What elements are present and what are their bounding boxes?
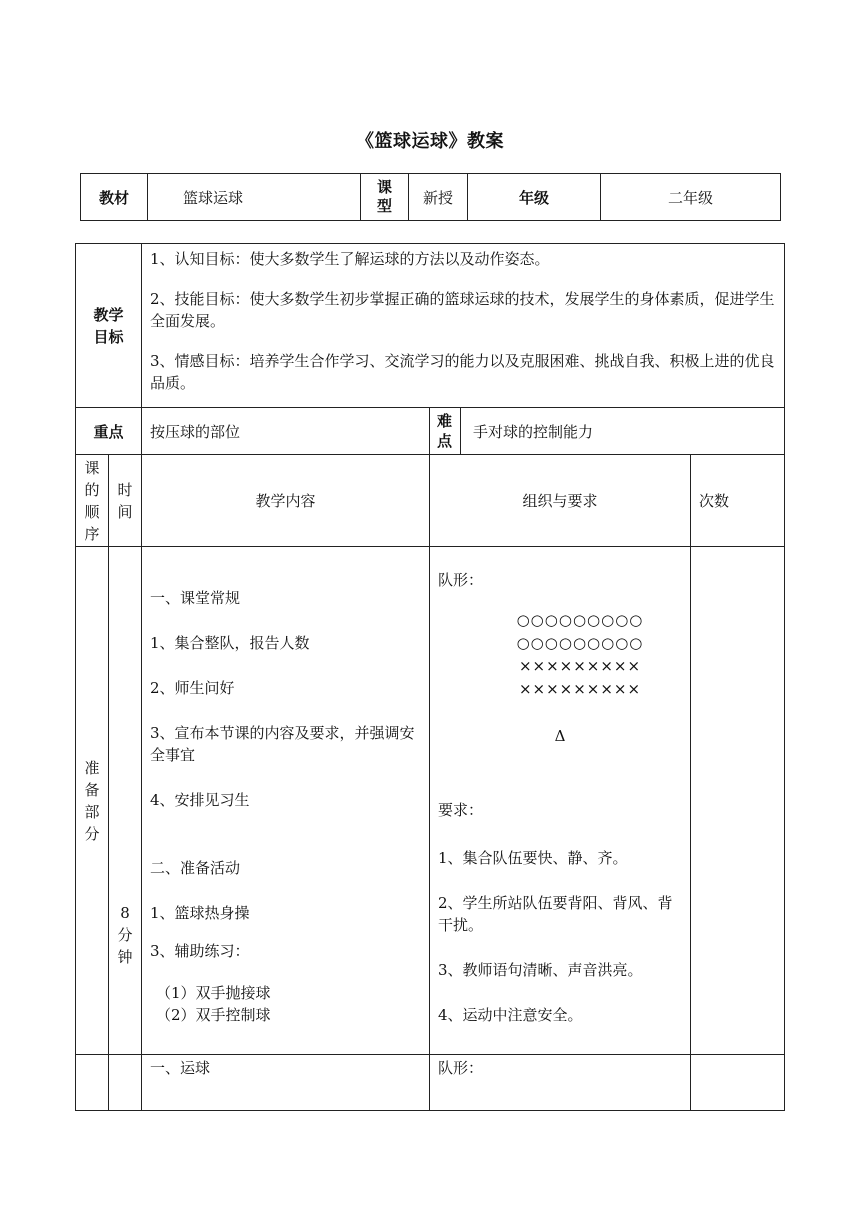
formation-row: ××××××××× [518, 657, 642, 675]
next-content-item: 一、运球 [150, 1059, 211, 1077]
col-time-header [109, 455, 142, 547]
next-content-cell [142, 1055, 430, 1111]
teacher-mark: Δ [554, 727, 566, 745]
formation-diagram [438, 609, 682, 701]
difficult-point-label: 难点 [437, 412, 453, 450]
prep-time: 8分钟 [117, 904, 133, 966]
prep-item: 2、师生问好 [150, 679, 235, 697]
formation-row: ××××××××× [518, 680, 642, 698]
col-count-header: 次数 [691, 455, 785, 547]
col-order-text: 课的顺序 [84, 458, 100, 543]
material-value: 篮球运球 [148, 174, 361, 221]
requirements-label: 要求： [438, 801, 484, 819]
requirement-item: 2、学生所站队伍要背阳、背风、背干扰。 [438, 894, 673, 934]
difficult-point-cell [430, 408, 785, 455]
key-point-value: 按压球的部位 [142, 408, 430, 455]
prep-count-cell [691, 547, 785, 1055]
formation-row: ○○○○○○○○○ [516, 634, 644, 652]
requirement-item: 4、运动中注意安全。 [438, 1006, 583, 1024]
prep-item: 1、集合整队，报告人数 [150, 634, 310, 652]
prep-item: 一、课堂常规 [150, 589, 241, 607]
difficult-point-value: 手对球的控制能力 [473, 422, 594, 441]
prep-item: 二、准备活动 [150, 859, 241, 877]
prep-item: 4、安排见习生 [150, 791, 250, 809]
col-organization-header: 组织与要求 [430, 455, 691, 547]
prep-content-cell [142, 547, 430, 1055]
grade-label: 年级 [468, 174, 601, 221]
grade-value: 二年级 [601, 174, 781, 221]
prep-item: （2）双手控制球 [156, 1006, 271, 1024]
formation-label: 队形： [438, 571, 484, 589]
next-time-cell [109, 1055, 142, 1111]
objective-cognitive: 1、认知目标：使大多数学生了解运球的方法以及动作姿态。 [150, 250, 550, 268]
type-value: 新授 [409, 174, 468, 221]
prep-section-label-cell [76, 547, 109, 1055]
next-formation-label: 队形： [438, 1059, 484, 1077]
prep-organization-cell [430, 547, 691, 1055]
prep-item: 3、辅助练习： [150, 942, 250, 960]
objective-emotion: 3、情感目标：培养学生合作学习、交流学习的能力以及克服困难、挑战自我、积极上进的优良品质。 [150, 352, 775, 392]
prep-item: 3、宣布本节课的内容及要求，并强调安全事宜 [150, 724, 415, 764]
objectives-label-cell [76, 244, 142, 408]
objective-skill: 2、技能目标：使大多数学生初步掌握正确的篮球运球的技术，发展学生的身体素质，促进学生全面发展。 [150, 290, 775, 330]
next-organization-cell [430, 1055, 691, 1111]
type-label [361, 174, 409, 221]
material-label: 教材 [81, 174, 148, 221]
prep-item: （1）双手抛接球 [156, 984, 271, 1002]
next-order-cell [76, 1055, 109, 1111]
col-content-header: 教学内容 [142, 455, 430, 547]
type-label-text: 课型 [376, 178, 392, 215]
requirement-item: 3、教师语句清晰、声音洪亮。 [438, 961, 643, 979]
lesson-header-table [80, 173, 781, 221]
prep-item: 1、篮球热身操 [150, 904, 250, 922]
lesson-plan-table [75, 243, 785, 1111]
objectives-label: 教学目标 [93, 305, 124, 346]
page-title: 《篮球运球》教案 [356, 131, 504, 152]
prep-section-label: 准备部分 [84, 758, 100, 843]
objectives-cell [142, 244, 785, 408]
next-count-cell [691, 1055, 785, 1111]
prep-time-cell [109, 547, 142, 1055]
formation-row: ○○○○○○○○○ [516, 611, 644, 629]
requirement-item: 1、集合队伍要快、静、齐。 [438, 849, 628, 867]
key-point-label: 重点 [76, 408, 142, 455]
col-order-header [76, 455, 109, 547]
col-time-text: 时间 [117, 480, 133, 521]
